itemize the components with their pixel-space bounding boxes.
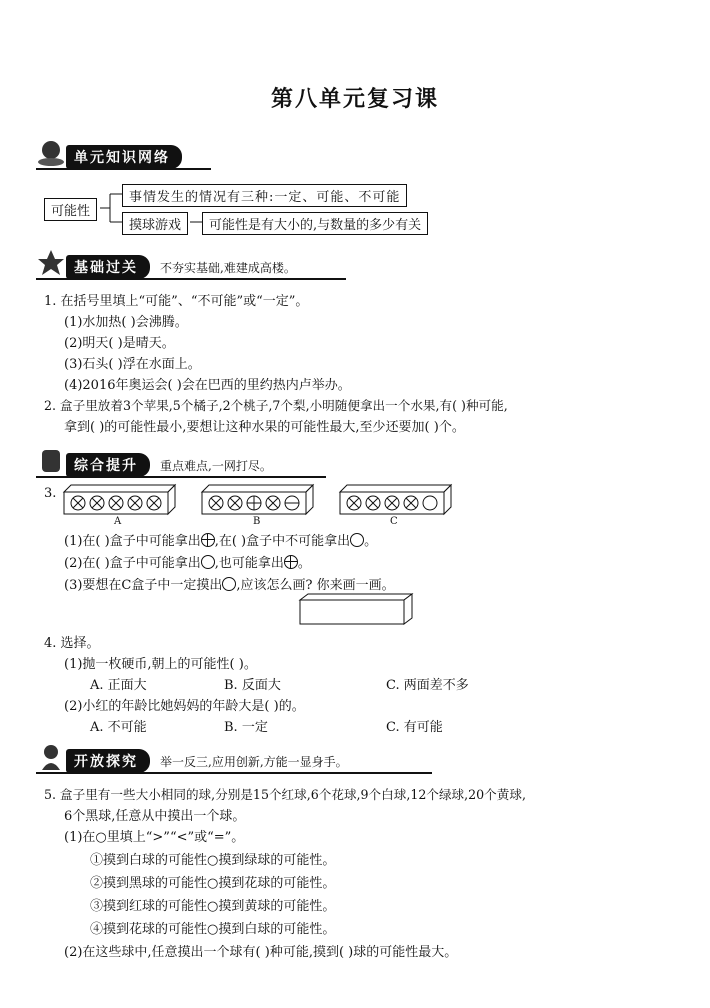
section-heading: 综合提升 [66,453,150,477]
question-1-1: (1)水加热( )会沸腾。 [64,315,188,330]
plus-ball-icon [201,533,215,547]
question-5-line-2: 6个黑球,任意从中摸出一个球。 [64,809,246,824]
ball-x-icon [71,496,85,510]
ball-boxes [60,482,480,532]
ball-x-icon [147,496,161,510]
ball-x-icon [266,496,280,510]
ball-x-icon [366,496,380,510]
ball-plus-icon [247,496,261,510]
option-4-1-b: B. 反面大 [224,678,281,693]
page-title: 第八单元复习课 [270,87,439,112]
section-slogan: 举一反三,应用创新,方能一显身手。 [160,754,348,769]
option-4-2-a: A. 不可能 [90,720,147,735]
question-5-1-2: ②摸到黑球的可能性○摸到花球的可能性。 [90,876,336,891]
section-slogan: 重点难点,一网打尽。 [160,458,272,473]
question-4-1: (1)抛一枚硬币,朝上的可能性( )。 [64,657,257,672]
text: (3)要想在C盒子中一定摸出 [64,578,223,593]
ball-x-icon [109,496,123,510]
section-heading: 单元知识网络 [66,145,182,169]
network-branch-1: 事情发生的情况有三种:一定、可能、不可能 [122,184,407,207]
mascot-icon [36,446,66,476]
ball-x-icon [347,496,361,510]
section-slogan: 不夯实基础,难建成高楼。 [160,260,296,275]
question-5-line-1: 5. 盒子里有一些大小相同的球,分别是15个红球,6个花球,9个白球,12个绿球,20个黄球, [44,787,526,802]
question-3-3 [64,574,395,593]
star-icon [36,248,66,278]
question-1-2: (2)明天( )是晴天。 [64,336,175,351]
ball-x-icon [404,496,418,510]
ball-x-icon [209,496,223,510]
question-4-2: (2)小红的年龄比她妈妈的年龄大是( )的。 [64,699,305,714]
ball-minus-icon [285,496,299,510]
empty-ball-icon [201,555,215,569]
ball-x-icon [228,496,242,510]
question-5-2: (2)在这些球中,任意摸出一个球有( )种可能,摸到( )球的可能性最大。 [64,945,458,960]
ball-empty-icon [423,496,437,510]
ball-box-b [202,485,313,514]
network-root: 可能性 [44,198,97,221]
question-3-1 [64,530,377,549]
section-banner-network [36,146,211,168]
ball-box-c [340,485,451,514]
question-5-1-4: ④摸到花球的可能性○摸到白球的可能性。 [90,922,336,937]
drawing-box[interactable] [296,592,416,626]
option-4-2-b: B. 一定 [224,720,268,735]
question-3-2 [64,552,311,571]
network-branch-2b: 可能性是有大小的,与数量的多少有关 [202,212,428,235]
option-4-1-a: A. 正面大 [90,678,147,693]
box-label-c: C [390,516,398,527]
ball-x-icon [90,496,104,510]
question-2-line-1: 2. 盒子里放着3个苹果,5个橘子,2个桃子,7个梨,小明随便拿出一个水果,有( )种可能, [44,398,508,413]
question-2-line-2: 拿到( )的可能性最小,要想让这种水果的可能性最大,至少还要加( )个。 [64,420,465,435]
question-1: 1. 在括号里填上“可能”、“不可能”或“一定”。 [44,294,309,309]
option-4-2-c: C. 有可能 [386,720,443,735]
text: ,在( )盒子中不可能拿出 [214,534,351,549]
question-5-1-3: ③摸到红球的可能性○摸到黄球的可能性。 [90,899,336,914]
text: (2)在( )盒子中可能拿出 [64,556,201,571]
box-label-a: A [114,516,122,527]
text: 。 [297,556,311,571]
section-heading: 基础过关 [66,255,150,279]
empty-ball-icon [350,533,364,547]
box-label-b: B [253,516,261,527]
section-heading: 开放探究 [66,749,150,773]
question-1-3: (3)石头( )浮在水面上。 [64,357,201,372]
mascot-icon [36,742,66,772]
question-4: 4. 选择。 [44,636,100,651]
question-1-4: (4)2016年奥运会( )会在巴西的里约热内卢举办。 [64,378,351,393]
section-banner-explore [36,750,432,772]
option-4-1-c: C. 两面差不多 [386,678,469,693]
text: ,应该怎么画? 你来画一画。 [236,578,395,593]
section-banner-basics [36,256,346,278]
ball-x-icon [385,496,399,510]
ball-box-a [64,485,175,514]
mascot-icon [36,138,66,168]
empty-ball-icon [222,577,236,591]
section-banner-advanced [36,454,326,476]
question-3: 3. [44,486,57,501]
network-branch-2a: 摸球游戏 [122,212,188,235]
question-5-1: (1)在○里填上“>”“<”或“=”。 [64,830,245,845]
text: (1)在( )盒子中可能拿出 [64,534,201,549]
text: ,也可能拿出 [214,556,284,571]
plus-ball-icon [284,555,298,569]
ball-x-icon [128,496,142,510]
question-5-1-1: ①摸到白球的可能性○摸到绿球的可能性。 [90,853,336,868]
text: 。 [364,534,378,549]
